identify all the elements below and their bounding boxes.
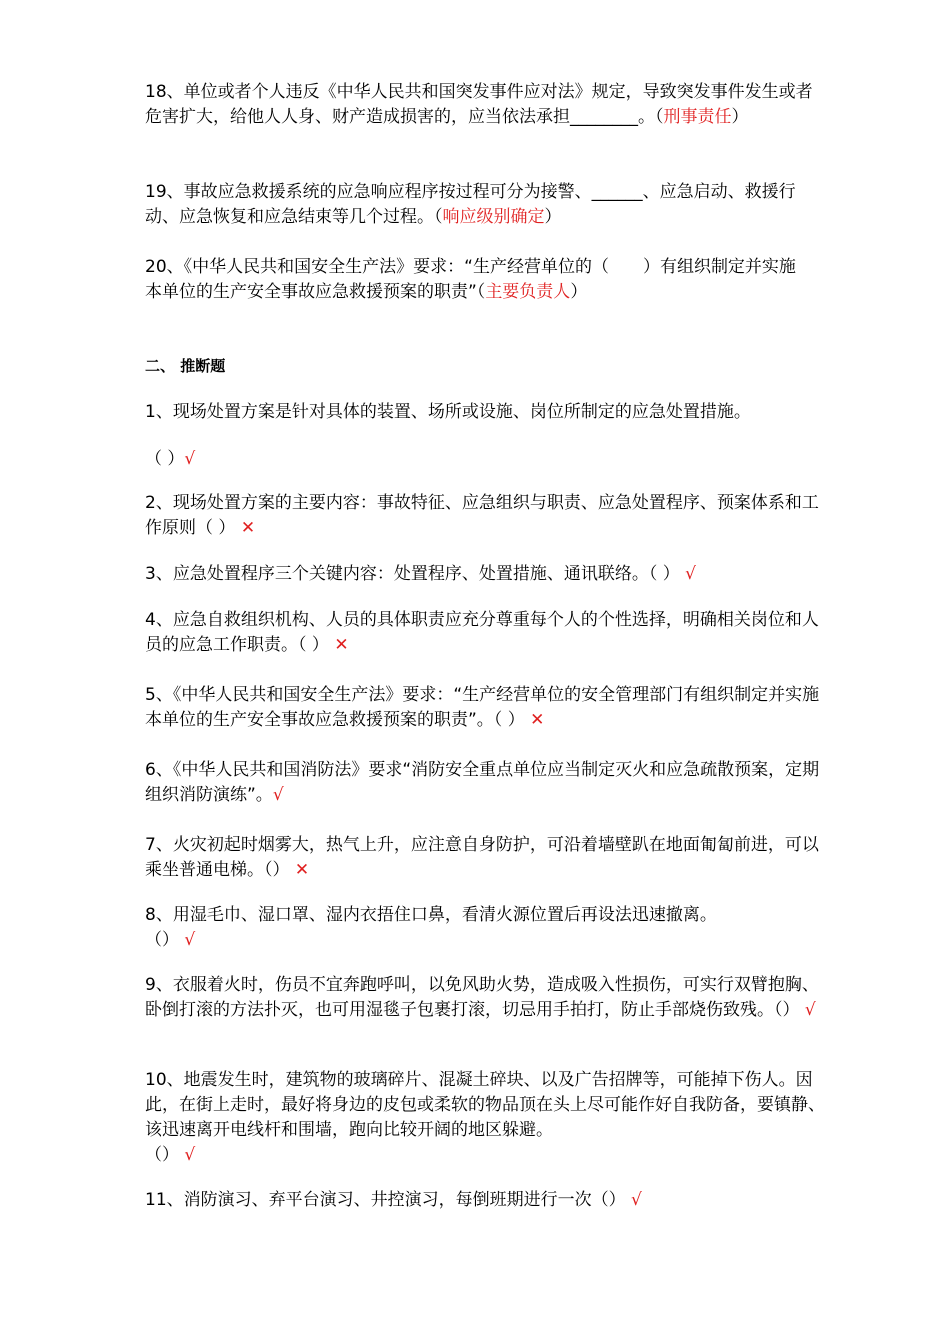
cross-mark-icon: ✕ bbox=[240, 518, 256, 538]
check-mark-icon: √ bbox=[685, 564, 696, 584]
question-text: 4、应急自救组织机构、人员的具体职责应充分尊重每个人的个性选择，明确相关岗位和人员的应急工作职责。（ ） bbox=[145, 610, 819, 655]
question-text: 7、火灾初起时烟雾大，热气上升，应注意自身防护，可沿着墙壁趴在地面匍匐前进，可以乘坐普通电梯。（） bbox=[145, 835, 819, 880]
check-mark-icon: √ bbox=[804, 1000, 816, 1020]
judge-question-9 bbox=[145, 973, 825, 1023]
question-text: 8、用湿毛巾、湿口罩、湿内衣捂住口鼻，看清火源位置后再设法迅速撤离。 bbox=[145, 905, 717, 925]
check-mark-icon: √ bbox=[631, 1190, 642, 1210]
section-heading: 二、 推断题 bbox=[145, 357, 226, 375]
question-20 bbox=[145, 255, 805, 305]
answer-text: 响应级别确定 bbox=[442, 207, 545, 227]
question-text: 18、单位或者个人违反《中华人民共和国突发事件应对法》规定，导致突发事件发生或者危害扩大，给他人人身、财产造成损害的，应当依法承担________。（ bbox=[145, 82, 813, 127]
check-mark-icon: √ bbox=[184, 449, 196, 469]
judge-question-2 bbox=[145, 491, 825, 541]
check-mark-icon: √ bbox=[184, 1145, 196, 1165]
judge-question-7 bbox=[145, 833, 825, 883]
question-19 bbox=[145, 180, 825, 230]
judge-question-8 bbox=[145, 903, 835, 953]
question-tail: ） bbox=[570, 282, 588, 302]
judge-question-1 bbox=[145, 400, 835, 472]
question-text: 19、事故应急救援系统的应急响应程序按过程可分为接警、______、应急启动、救援行动、应急恢复和应急结束等几个过程。（ bbox=[145, 182, 796, 227]
judge-question-5 bbox=[145, 683, 825, 733]
question-text: 3、应急处置程序三个关键内容：处置程序、处置措施、通讯联络。（ ） bbox=[145, 564, 686, 584]
answer-bracket: （） bbox=[145, 1145, 185, 1165]
question-tail: ） bbox=[731, 107, 749, 127]
cross-mark-icon: ✕ bbox=[530, 710, 545, 730]
question-text: 1、现场处置方案是针对具体的装置、场所或设施、岗位所制定的应急处置措施。 bbox=[145, 402, 751, 422]
answer-text: 刑事责任 bbox=[663, 107, 732, 127]
judge-question-6 bbox=[145, 758, 825, 808]
question-18 bbox=[145, 80, 825, 130]
answer-bracket: （ ） bbox=[145, 449, 185, 469]
judge-question-10 bbox=[145, 1068, 835, 1168]
judge-question-3 bbox=[145, 562, 825, 587]
judge-question-4 bbox=[145, 608, 825, 658]
question-text: 9、衣服着火时，伤员不宜奔跑呼叫，以免风助火势，造成吸入性损伤，可实行双臂抱胸、卧倒打滚的方法扑灭，也可用湿毯子包裹打滚，切忌用手拍打，防止手部烧伤致残。（） bbox=[145, 975, 819, 1020]
cross-mark-icon: ✕ bbox=[334, 635, 349, 655]
question-text: 6、《中华人民共和国消防法》要求“消防安全重点单位应当制定灭火和应急疏散预案，定期组织消防演练”。 bbox=[145, 760, 820, 805]
question-text: 11、消防演习、弃平台演习、井控演习，每倒班期进行一次（） bbox=[145, 1190, 632, 1210]
judge-question-11 bbox=[145, 1188, 825, 1213]
check-mark-icon: √ bbox=[272, 785, 284, 805]
question-text: 5、《中华人民共和国安全生产法》要求：“生产经营单位的安全管理部门有组织制定并实施本单位的生产安全事故应急救援预案的职责”。（ ） bbox=[145, 685, 820, 730]
question-tail: ） bbox=[544, 207, 562, 227]
check-mark-icon: √ bbox=[184, 930, 196, 950]
question-text: 20、《中华人民共和国安全生产法》要求：“生产经营单位的（ ）有组织制定并实施本单位的生产安全事故应急救援预案的职责”（ bbox=[145, 257, 796, 302]
answer-text: 主要负责人 bbox=[485, 282, 571, 302]
answer-bracket: （） bbox=[145, 930, 185, 950]
question-text: 10、地震发生时，建筑物的玻璃碎片、混凝土碎块、以及广告招牌等，可能掉下伤人。因此，在街上走时，最好将身边的皮包或柔软的物品顶在头上尽可能作好自我防备，要镇静、该迅速离开电线杆和围墙，跑向比较开阔的地区躲避。 bbox=[145, 1070, 825, 1140]
question-text: 2、现场处置方案的主要内容：事故特征、应急组织与职责、应急处置程序、预案体系和工作原则（ ） bbox=[145, 493, 819, 538]
cross-mark-icon: ✕ bbox=[294, 860, 310, 880]
